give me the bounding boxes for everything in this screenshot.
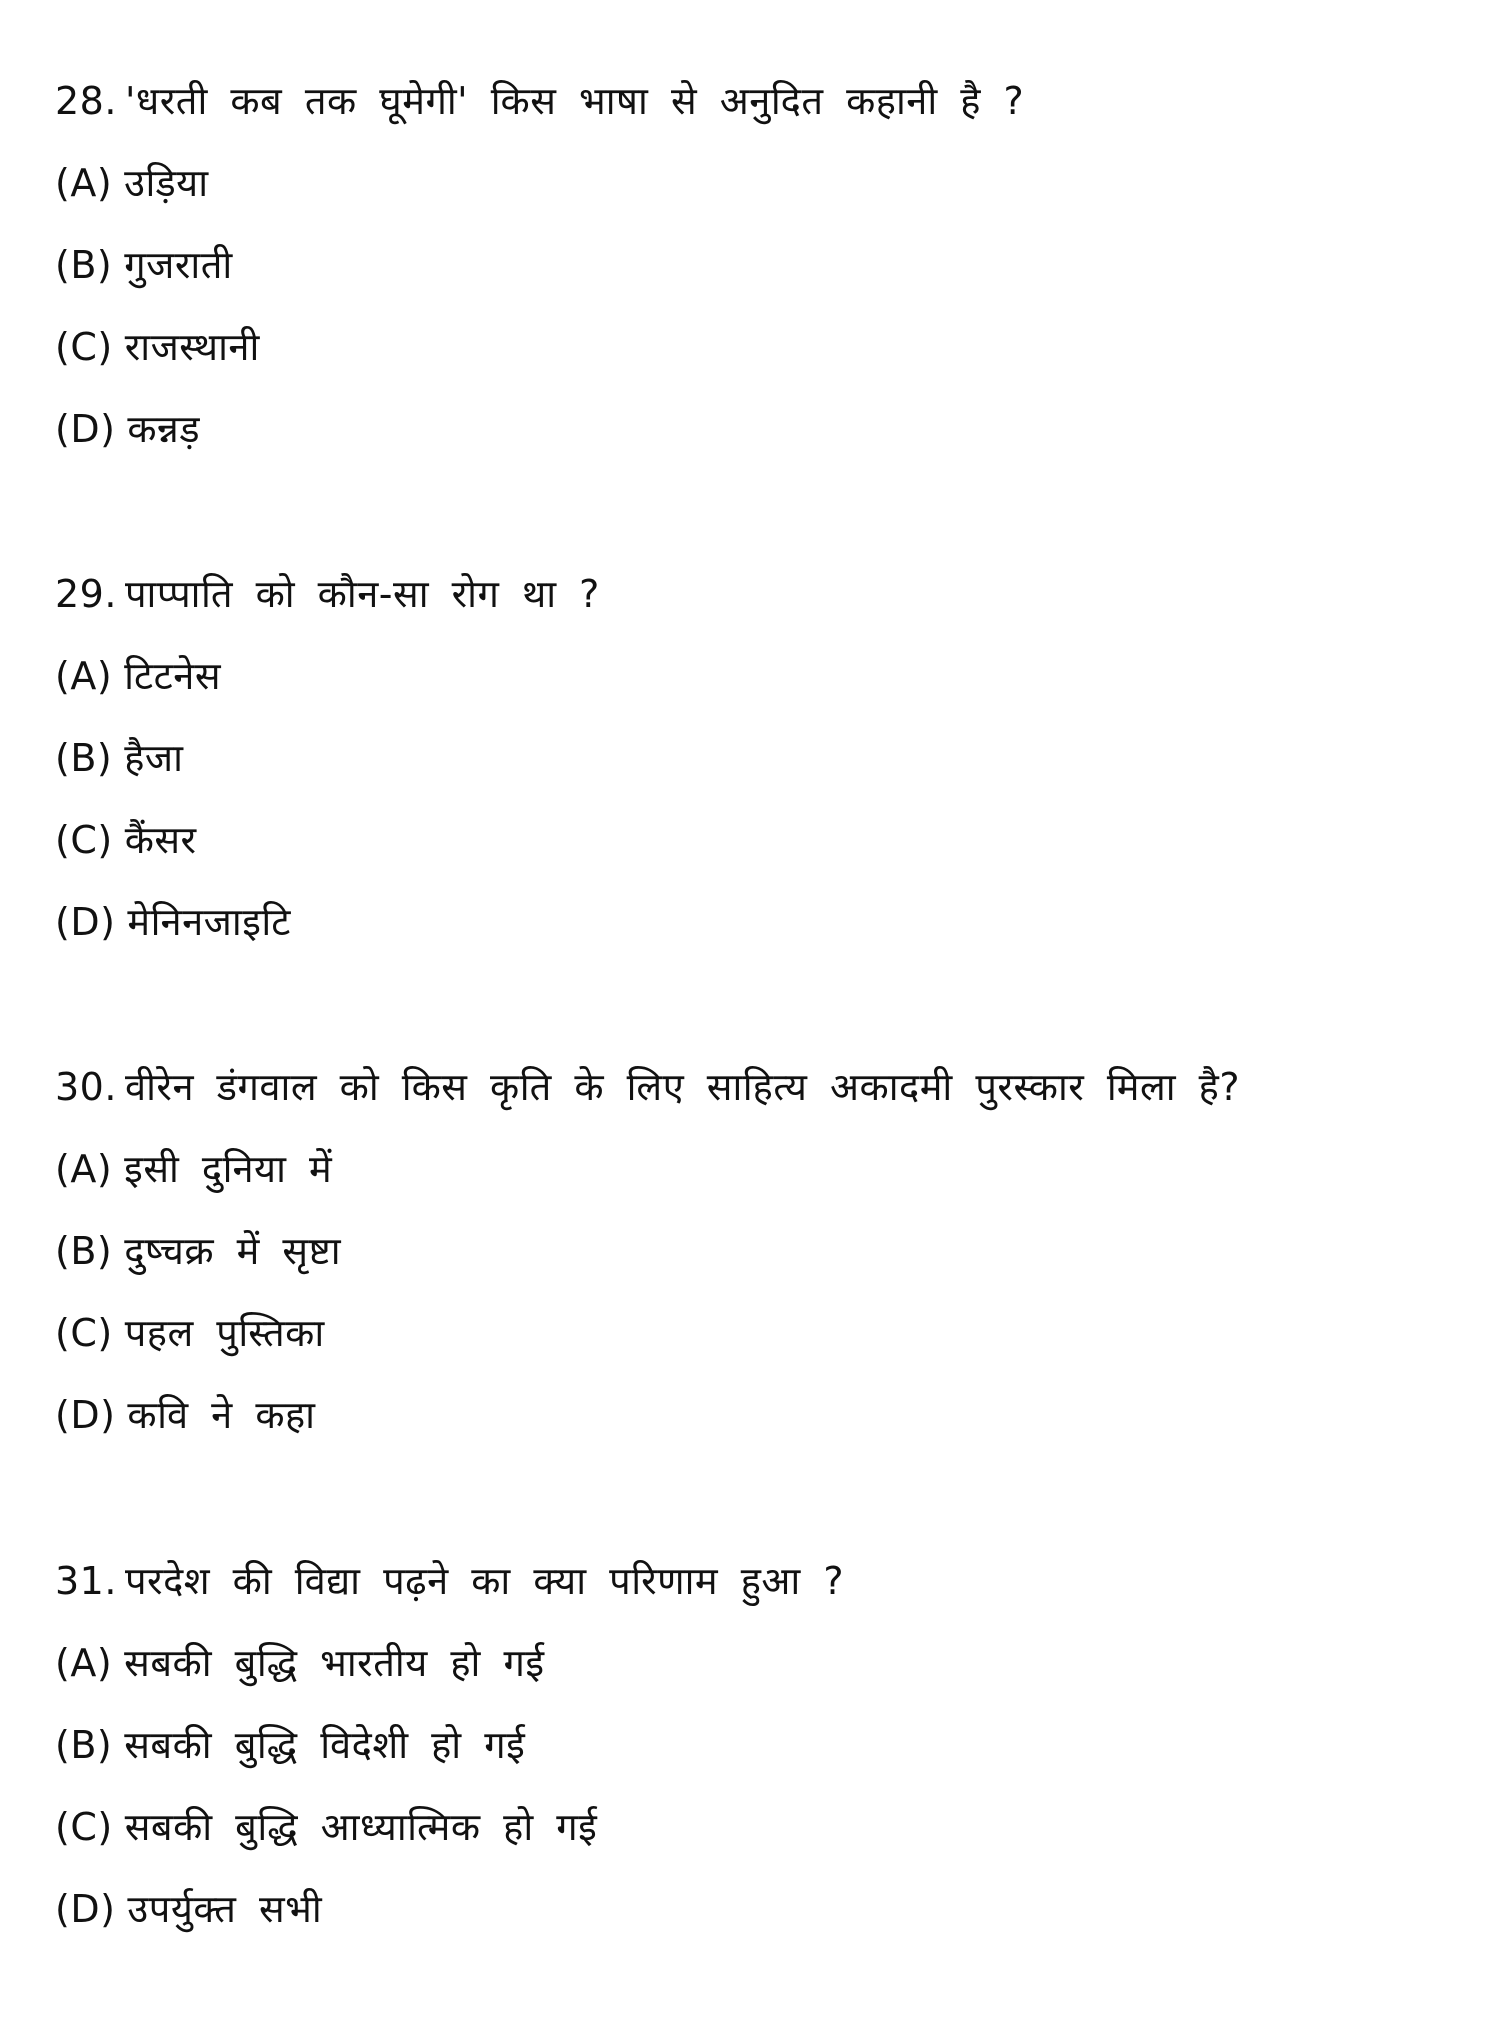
option-key: (C) xyxy=(55,818,113,862)
question-number: 29. xyxy=(55,572,117,616)
option-b[interactable] xyxy=(55,1210,1240,1292)
option-key: (A) xyxy=(55,1641,113,1685)
question-stem: पाप्पाति को कौन-सा रोग था ? xyxy=(124,572,600,616)
option-key: (D) xyxy=(55,1393,116,1437)
question-28 xyxy=(55,60,1024,470)
option-text: हैजा xyxy=(124,736,184,780)
question-text xyxy=(55,553,600,635)
option-d[interactable] xyxy=(55,1868,844,1950)
option-key: (D) xyxy=(55,407,116,451)
option-c[interactable] xyxy=(55,1292,1240,1374)
option-key: (C) xyxy=(55,1311,113,1355)
option-a[interactable] xyxy=(55,635,600,717)
option-text: राजस्थानी xyxy=(124,325,260,369)
option-d[interactable] xyxy=(55,881,600,963)
question-number: 31. xyxy=(55,1559,117,1603)
question-30 xyxy=(55,1046,1240,1456)
option-key: (B) xyxy=(55,243,113,287)
option-text: सबकी बुद्धि विदेशी हो गई xyxy=(124,1723,526,1767)
option-c[interactable] xyxy=(55,1786,844,1868)
option-b[interactable] xyxy=(55,717,600,799)
question-text xyxy=(55,60,1024,142)
option-text: उड़िया xyxy=(124,161,209,205)
option-d[interactable] xyxy=(55,1374,1240,1456)
option-key: (C) xyxy=(55,1805,113,1849)
option-text: टिटनेस xyxy=(124,654,222,698)
option-a[interactable] xyxy=(55,1128,1240,1210)
option-text: सबकी बुद्धि भारतीय हो गई xyxy=(124,1641,545,1685)
option-key: (A) xyxy=(55,654,113,698)
question-text xyxy=(55,1540,844,1622)
question-31 xyxy=(55,1540,844,1950)
question-29 xyxy=(55,553,600,963)
question-stem: 'धरती कब तक घूमेगी' किस भाषा से अनुदित कहानी है ? xyxy=(124,79,1025,123)
option-b[interactable] xyxy=(55,224,1024,306)
option-text: पहल पुस्तिका xyxy=(124,1311,325,1355)
question-stem: परदेश की विद्या पढ़ने का क्या परिणाम हुआ ? xyxy=(124,1559,844,1603)
option-b[interactable] xyxy=(55,1704,844,1786)
option-key: (B) xyxy=(55,1229,113,1273)
option-a[interactable] xyxy=(55,1622,844,1704)
option-key: (D) xyxy=(55,900,116,944)
option-c[interactable] xyxy=(55,799,600,881)
option-key: (B) xyxy=(55,1723,113,1767)
question-number: 30. xyxy=(55,1065,117,1109)
option-text: कन्नड़ xyxy=(127,407,201,451)
option-key: (B) xyxy=(55,736,113,780)
option-key: (A) xyxy=(55,161,113,205)
option-text: उपर्युक्त सभी xyxy=(127,1887,323,1931)
option-text: कैंसर xyxy=(124,818,197,862)
option-key: (C) xyxy=(55,325,113,369)
option-text: इसी दुनिया में xyxy=(124,1147,333,1191)
option-d[interactable] xyxy=(55,388,1024,470)
option-text: मेनिनजाइटि xyxy=(127,900,291,944)
option-text: सबकी बुद्धि आध्यात्मिक हो गई xyxy=(124,1805,598,1849)
question-number: 28. xyxy=(55,79,117,123)
question-stem: वीरेन डंगवाल को किस कृति के लिए साहित्य अकादमी पुरस्कार मिला है? xyxy=(124,1065,1241,1109)
option-c[interactable] xyxy=(55,306,1024,388)
option-key: (A) xyxy=(55,1147,113,1191)
option-a[interactable] xyxy=(55,142,1024,224)
option-text: कवि ने कहा xyxy=(127,1393,316,1437)
option-text: दुष्चक्र में सृष्टा xyxy=(124,1229,342,1273)
option-text: गुजराती xyxy=(124,243,233,287)
question-text xyxy=(55,1046,1240,1128)
option-key: (D) xyxy=(55,1887,116,1931)
